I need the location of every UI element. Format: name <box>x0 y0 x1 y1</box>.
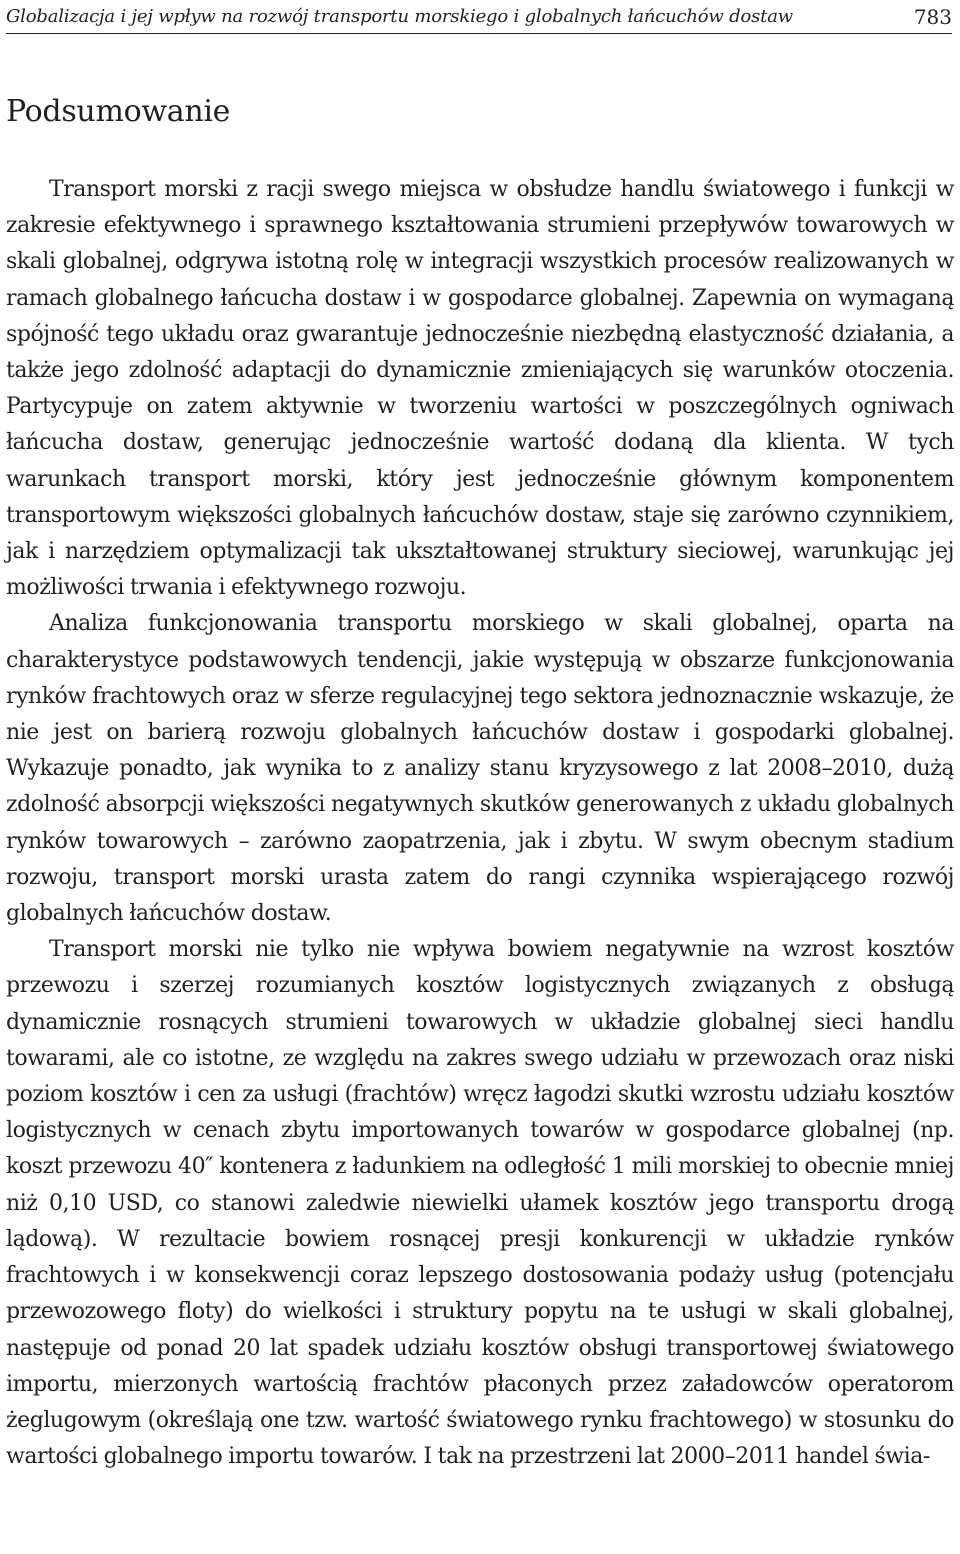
section-heading: Podsumowanie <box>6 94 231 129</box>
body-text <box>6 172 954 1475</box>
running-header <box>6 0 952 34</box>
paragraph: Transport morski z racji swego miejsca w obsłudze handlu światowego i funkcji w zakresie efektywnego i sprawnego kształtowania strumieni przepływów towarowych w skali globalnej, odgrywa istotną rolę w integracji wszystkich procesów realizowanych w ramach globalnego łańcucha dostaw i w gospodarce globalnej. Zapewnia on wymaganą spójność tego układu oraz gwarantuje jednocześnie niezbędną elastyczność działania, a także jego zdolność adaptacji do dynamicznie zmieniających się warunków otoczenia. Partycypuje on zatem aktywnie w tworzeniu wartości w poszczególnych ogniwach łańcucha dostaw, generując jednocześnie wartość dodaną dla klienta. W tych warunkach transport morski, który jest jednocześnie głównym komponentem transportowym większości globalnych łańcuchów dostaw, staje się zarówno czynnikiem, jak i narzędziem optymalizacji tak ukształtowanej struktury sieciowej, warunkując jej możliwości trwania i efektywnego rozwoju. <box>6 177 954 601</box>
running-title: Globalizacja i jej wpływ na rozwój transportu morskiego i globalnych łańcuchów dostaw <box>6 6 793 27</box>
paragraph: Analiza funkcjonowania transportu morskiego w skali globalnej, oparta na charakterystyce podstawowych tendencji, jakie występują w obszarze funkcjonowania rynków frachtowych oraz w sferze regulacyjnej tego sektora jednoznacznie wskazuje, że nie jest on barierą rozwoju globalnych łańcuchów dostaw i gospodarki globalnej. Wykazuje ponadto, jak wynika to z analizy stanu kryzysowego z lat 2008–2010, dużą zdolność absorpcji większości negatywnych skutków generowanych z układu globalnych rynków towarowych – zarówno zaopatrzenia, jak i zbytu. W swym obecnym stadium rozwoju, transport morski urasta zatem do rangi czynnika wspierającego rozwój globalnych łańcuchów dostaw. <box>6 611 954 927</box>
paragraph: Transport morski nie tylko nie wpływa bowiem negatywnie na wzrost kosztów przewozu i szerzej rozumianych kosztów logistycznych związanych z obsługą dynamicznie rosnących strumieni towarowych w układzie globalnej sieci handlu towarami, ale co istotne, ze względu na zakres swego udziału w przewozach oraz niski poziom kosztów i cen za usługi (frachtów) wręcz łagodzi skutki wzrostu udziału kosztów logistycznych w cenach zbytu importowanych towarów w gospodarce globalnej (np. koszt przewozu 40″ kontenera z ładunkiem na odległość 1 mili morskiej to obecnie mniej niż 0,10 USD, co stanowi zaledwie niewielki ułamek kosztów jego transportu drogą lądową). W rezultacie bowiem rosnącej presji konkurencji w układzie rynków frachtowych i w konsekwencji coraz lepszego dostosowania podaży usług (potencjału przewozowego floty) do wielkości i struktury popytu na te usługi w skali globalnej, następuje od ponad 20 lat spadek udziału kosztów obsługi transportowej światowego importu, mierzonych wartością frachtów płaconych przez załadowców operatorom żeglugowym (określają one tzw. wartość światowego rynku frachtowego) w stosunku do wartości globalnego importu towarów. I tak na przestrzeni lat 2000–2011 handel świa- <box>6 937 954 1470</box>
page-number: 783 <box>913 4 952 29</box>
